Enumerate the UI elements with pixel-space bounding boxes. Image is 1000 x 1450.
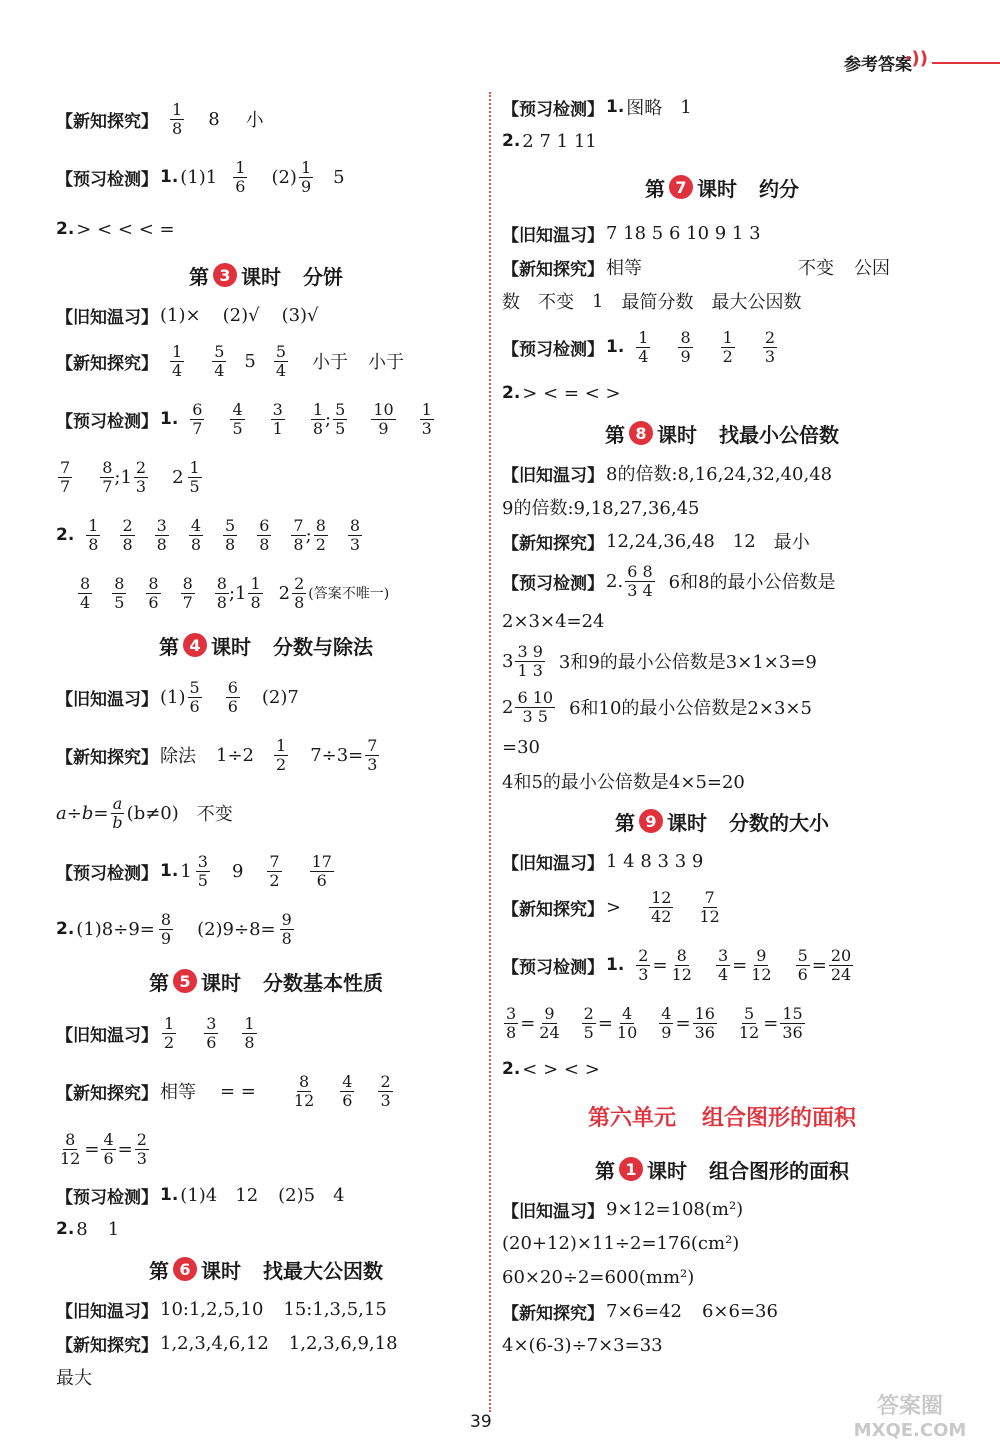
answer-line: 【预习检测】 1. (1)4 12 (2)5 4 [56,1184,345,1208]
fraction: $\frac{3}{8}$ [506,1003,517,1042]
answer-line: 2. $\frac{1}{8}$ $\frac{2}{8}$ $\frac{3}{8}$ $\frac{4}{8}$ $\frac{5}{8}$ $\frac{6}{8}$ $\frac{7}{8}$ ; $\frac{8}{2}$ $\frac{8}{3}$ [56,515,361,554]
section-tag: 【预习检测】 [56,411,158,432]
section-tag: 【新知探究】 [56,353,158,374]
lesson-heading: 第 3 课时 分饼 [189,264,343,289]
lesson-heading: 第 9 课时 分数的大小 [615,810,829,835]
answer-line: $\frac{8}{12}$ = $\frac{4}{6}$ = $\frac{2}{3}$ [60,1129,147,1168]
header-title: 参考答案 [844,55,912,75]
answer-line: 【新知探究】 相等 = = $\frac{8}{12}$ $\frac{4}{6}$ $\frac{2}{3}$ [56,1071,391,1110]
fraction: $\frac{4}{10}$ [616,1003,638,1042]
answer-line: 3 $\frac{3 9}{1 3}$ 3和9的最小公倍数是3×1×3=9 [502,641,817,680]
fraction: $\frac{1}{3}$ [421,399,432,438]
fraction: $\frac{3}{8}$ [156,515,167,554]
section-tag: 【新知探究】 [502,1303,604,1324]
answer-line: 2. 8 1 [56,1218,120,1240]
fraction: $\frac{7}{12}$ [699,887,720,926]
fraction: $\frac{1}{4}$ [172,341,183,380]
answer-line: $\frac{7}{7}$ $\frac{8}{7}$ ;1 $\frac{2}{3}$ 2 $\frac{1}{5}$ [60,457,200,496]
fraction: $\frac{1}{8}$ [172,99,183,138]
fraction: $\frac{8}{12}$ [671,945,692,984]
fraction: $\frac{5}{4}$ [275,341,287,380]
fraction: $\frac{16}{36}$ [694,1003,715,1042]
fraction: $\frac{4}{6}$ [103,1129,114,1168]
section-tag: 【旧知温习】 [502,853,604,874]
answer-line: 【预习检测】 2. $\frac{6 8}{3 4}$ 6和8的最小公倍数是 [502,561,836,600]
answer-line: (20+12)×11÷2=176(cm²) [502,1232,740,1254]
header-sound-icon: ·)) [904,48,928,69]
answer-line: 9的倍数:9,18,27,36,45 [502,498,700,519]
answer-line: 【旧知温习】 8的倍数:8,16,24,32,40,48 [502,456,942,490]
fraction: $\frac{7}{2}$ [269,851,280,890]
section-tag: 【新知探究】 [56,747,158,768]
fraction: $\frac{3}{4}$ [717,945,729,984]
fraction: $\frac{1}{2}$ [722,327,733,366]
answer-line: 2. > < < < = [56,218,175,240]
unit-heading: 第六单元 组合图形的面积 [587,1105,857,1131]
fraction: $\frac{2}{5}$ [583,1003,594,1042]
answer-line: 【旧知温习】 10:1,2,5,10 15:1,3,5,15 [56,1298,387,1322]
answer-line: 【新知探究】 除法 1÷2 $\frac{1}{2}$ 7÷3= $\frac{7}{3}$ [56,735,378,774]
answer-line: 【预习检测】 1. (1)1 $\frac{1}{6}$ (2) $\frac{1}{9}$ 5 [56,157,345,196]
fraction: $\frac{20}{24}$ [830,945,852,984]
section-tag: 【旧知温习】 [56,689,158,710]
answer-line: =30 [502,736,540,758]
short-division: $\frac{3 9}{1 3}$ [517,641,543,680]
fraction: $\frac{2}{3}$ [638,945,649,984]
fraction: $\frac{10}{9}$ [373,399,394,438]
fraction: $\frac{3}{5}$ [197,851,208,890]
answer-line: 【新知探究】 $\frac{1}{4}$ $\frac{5}{4}$ 5 $\frac{5}{4}$ 小于 小于 [56,341,405,380]
answer-line: 2. 2 7 1 11 [502,130,597,152]
fraction: $\frac{2}{3}$ [136,1129,147,1168]
answer-line: 2. < > < > [502,1058,600,1080]
fraction: $\frac{7}{3}$ [367,735,378,774]
fraction: $\frac{3}{6}$ [206,1013,217,1052]
section-tag: 【新知探究】 [56,1335,158,1356]
answer-line: 【旧知温习】 9×12=108(m²) [502,1198,744,1222]
answer-line: $\frac{3}{8}$ = $\frac{9}{24}$ $\frac{2}{5}$ = $\frac{4}{10}$ $\frac{4}{9}$ = $\frac{16}{36}$ $\frac{5}{12}$ = $\frac{15}{36}$ [506,1003,803,1042]
fraction: $\frac{2}{3}$ [380,1071,391,1110]
fraction: $\frac{9}{24}$ [539,1003,560,1042]
section-tag: 【新知探究】 [502,533,604,554]
lesson-number-badge: 8 [629,421,653,445]
fraction: $\frac{6}{7}$ [192,399,203,438]
fraction: $\frac{4}{5}$ [232,399,243,438]
answer-line: 【预习检测】 1. $\frac{1}{4}$ $\frac{8}{9}$ $\frac{1}{2}$ $\frac{2}{3}$ [502,327,776,366]
fraction: $\frac{1}{4}$ [638,327,649,366]
section-tag: 【新知探究】 [502,259,604,280]
fraction: $\frac{1}{2}$ [164,1013,175,1052]
right-column [502,90,942,1362]
fraction: $\frac{1}{8}$ [88,515,99,554]
fraction: $\frac{5}{6}$ [189,677,200,716]
lesson-heading: 第 4 课时 分数与除法 [159,634,373,659]
answer-line: 【预习检测】 1. $\frac{2}{3}$ = $\frac{8}{12}$ $\frac{3}{4}$ = $\frac{9}{12}$ $\frac{5}{6}$ = $\frac{20}{24}$ [502,945,852,984]
answer-line: 4×(6-3)÷7×3=33 [502,1334,663,1356]
answer-line: 2. > < = < > [502,382,621,404]
fraction: $\frac{2}{8}$ [122,515,133,554]
section-tag: 【预习检测】 [56,169,158,190]
answer-line: 【新知探究】 12,24,36,48 12 最小 [502,530,810,554]
fraction: $\frac{1}{8}$ [244,1013,255,1052]
fraction: $\frac{8}{6}$ [148,573,159,612]
answer-line: a÷b= $\frac{a}{b}$ (b≠0) 不变 [56,793,233,832]
lesson-heading: 第 6 课时 找最大公因数 [149,1258,383,1283]
answer-line: 【旧知温习】 (1)× (2)√ (3)√ [56,304,319,328]
lesson-heading: 第 5 课时 分数基本性质 [149,970,383,995]
answer-line: 【旧知温习】 (1) $\frac{5}{6}$ $\frac{6}{6}$ (2)7 [56,677,299,716]
lesson-heading: 第 8 课时 找最小公倍数 [605,422,839,447]
lesson-number-badge: 1 [619,1157,643,1181]
section-tag: 【新知探究】 [56,1083,158,1104]
fraction: $\frac{5}{12}$ [738,1003,760,1042]
short-division: $\frac{6 8}{3 4}$ [627,561,653,600]
fraction: $\frac{8}{3}$ [349,515,361,554]
fraction: $\frac{12}{42}$ [651,887,672,926]
fraction: $\frac{8}{5}$ [114,573,125,612]
fraction: $\frac{8}{4}$ [80,573,91,612]
answer-line: 【旧知温习】 1 4 8 3 3 9 [502,850,704,874]
watermark-logo: 答案圈 MXQE.COM [853,1394,967,1441]
lesson-number-badge: 3 [213,263,237,287]
fraction: $\frac{8}{9}$ [680,327,691,366]
fraction: $\frac{a}{b}$ [112,793,123,832]
fraction: $\frac{6}{6}$ [227,677,238,716]
answer-line: 【新知探究】 7×6=42 6×6=36 [502,1300,778,1324]
fraction: $\frac{6}{8}$ [259,515,270,554]
answer-line: 2. (1)8÷9= $\frac{8}{9}$ (2)9÷8= $\frac{9}{8}$ [56,909,292,948]
section-tag: 【预习检测】 [56,1187,158,1208]
fraction: $\frac{8}{2}$ [315,515,326,554]
section-tag: 【旧知温习】 [502,1201,604,1222]
fraction: $\frac{15}{36}$ [782,1003,803,1042]
fraction: $\frac{1}{2}$ [276,735,287,774]
section-tag: 【旧知温习】 [502,465,604,486]
fraction: $\frac{2}{8}$ [294,573,305,612]
fraction: $\frac{3}{1}$ [272,399,283,438]
section-tag: 【新知探究】 [56,111,158,132]
fraction: $\frac{8}{7}$ [102,457,113,496]
fraction: $\frac{5}{6}$ [797,945,808,984]
answer-line: 【新知探究】 相等 不变 公因 [502,250,942,284]
fraction: $\frac{2}{3}$ [764,327,776,366]
answer-line: 2×3×4=24 [502,610,605,632]
lesson-number-badge: 7 [669,175,693,199]
fraction: $\frac{7}{8}$ [293,515,304,554]
short-division: $\frac{6 10}{3 5}$ [517,687,554,726]
fraction: $\frac{7}{7}$ [60,457,71,496]
answer-line: 【预习检测】 1. $\frac{6}{7}$ $\frac{4}{5}$ $\frac{3}{1}$ $\frac{1}{8}$ ; $\frac{5}{5}$ $\frac{10}{9}$ $\frac{1}{3}$ [56,399,432,438]
fraction: $\frac{8}{8}$ [216,573,227,612]
section-tag: 【预习检测】 [502,99,604,120]
lesson-number-badge: 6 [173,1257,197,1281]
fraction: $\frac{1}{8}$ [250,573,261,612]
left-column [56,90,476,1394]
fraction: $\frac{17}{6}$ [311,851,332,890]
column-divider [489,92,491,1412]
answer-line: 【旧知温习】 7 18 5 6 10 9 1 3 [502,222,761,246]
lesson-number-badge: 4 [183,633,207,657]
answer-line: 最大 [56,1368,92,1389]
fraction: $\frac{1}{5}$ [189,457,200,496]
fraction: $\frac{1}{6}$ [235,157,246,196]
fraction: $\frac{1}{8}$ [312,399,324,438]
section-tag: 【旧知温习】 [56,1025,158,1046]
fraction: $\frac{8}{12}$ [60,1129,81,1168]
fraction: $\frac{1}{9}$ [300,157,312,196]
lesson-heading: 第 7 课时 约分 [645,176,799,201]
lesson-heading: 第 1 课时 组合图形的面积 [595,1158,849,1183]
answer-line: 60×20÷2=600(mm²) [502,1266,695,1288]
answer-line: 4和5的最小公倍数是4×5=20 [502,772,745,793]
section-tag: 【预习检测】 [56,863,158,884]
fraction: $\frac{8}{7}$ [182,573,193,612]
fraction: $\frac{5}{4}$ [214,341,225,380]
fraction: $\frac{2}{3}$ [135,457,147,496]
section-tag: 【旧知温习】 [502,225,604,246]
section-tag: 【预习检测】 [502,339,604,360]
answer-line: 2 $\frac{6 10}{3 5}$ 6和10的最小公倍数是2×3×5 [502,687,812,726]
answer-line: $\frac{8}{4}$ $\frac{8}{5}$ $\frac{8}{6}$ $\frac{8}{7}$ $\frac{8}{8}$ ;1 $\frac{1}{8}$ 2 $\frac{2}{8}$ (答案不唯一) [80,573,390,612]
section-tag: 【旧知温习】 [56,1301,158,1322]
fraction: $\frac{5}{8}$ [225,515,236,554]
fraction: $\frac{9}{8}$ [281,909,292,948]
fraction: $\frac{8}{12}$ [293,1071,315,1110]
answer-line: 【新知探究】 1,2,3,4,6,12 1,2,3,6,9,18 [56,1332,398,1356]
section-tag: 【预习检测】 [502,573,604,594]
fraction: $\frac{5}{5}$ [335,399,346,438]
fraction: $\frac{4}{6}$ [342,1071,353,1110]
page-number: 39 [470,1412,492,1432]
answer-line: 【预习检测】 1. 图略 1 [502,96,692,120]
answer-line: 【新知探究】 $\frac{1}{8}$ 8 小 [56,99,264,138]
fraction: $\frac{4}{9}$ [661,1003,672,1042]
page-header [0,44,1000,84]
section-tag: 【旧知温习】 [56,307,158,328]
lesson-number-badge: 5 [173,969,197,993]
fraction: $\frac{9}{12}$ [751,945,772,984]
section-tag: 【预习检测】 [502,957,604,978]
answer-line: 数 不变 1 最简分数 最大公因数 [502,290,802,313]
answer-line [56,1004,476,1062]
answer-line: 【预习检测】 1. 1 $\frac{3}{5}$ 9 $\frac{7}{2}$ $\frac{17}{6}$ [56,851,332,890]
section-tag: 【新知探究】 [502,899,604,920]
header-rule [932,62,1000,64]
fraction: $\frac{8}{9}$ [160,909,172,948]
answer-line: 【新知探究】 > $\frac{12}{42}$ $\frac{7}{12}$ [502,887,720,926]
lesson-number-badge: 9 [639,809,663,833]
fraction: $\frac{4}{8}$ [190,515,202,554]
